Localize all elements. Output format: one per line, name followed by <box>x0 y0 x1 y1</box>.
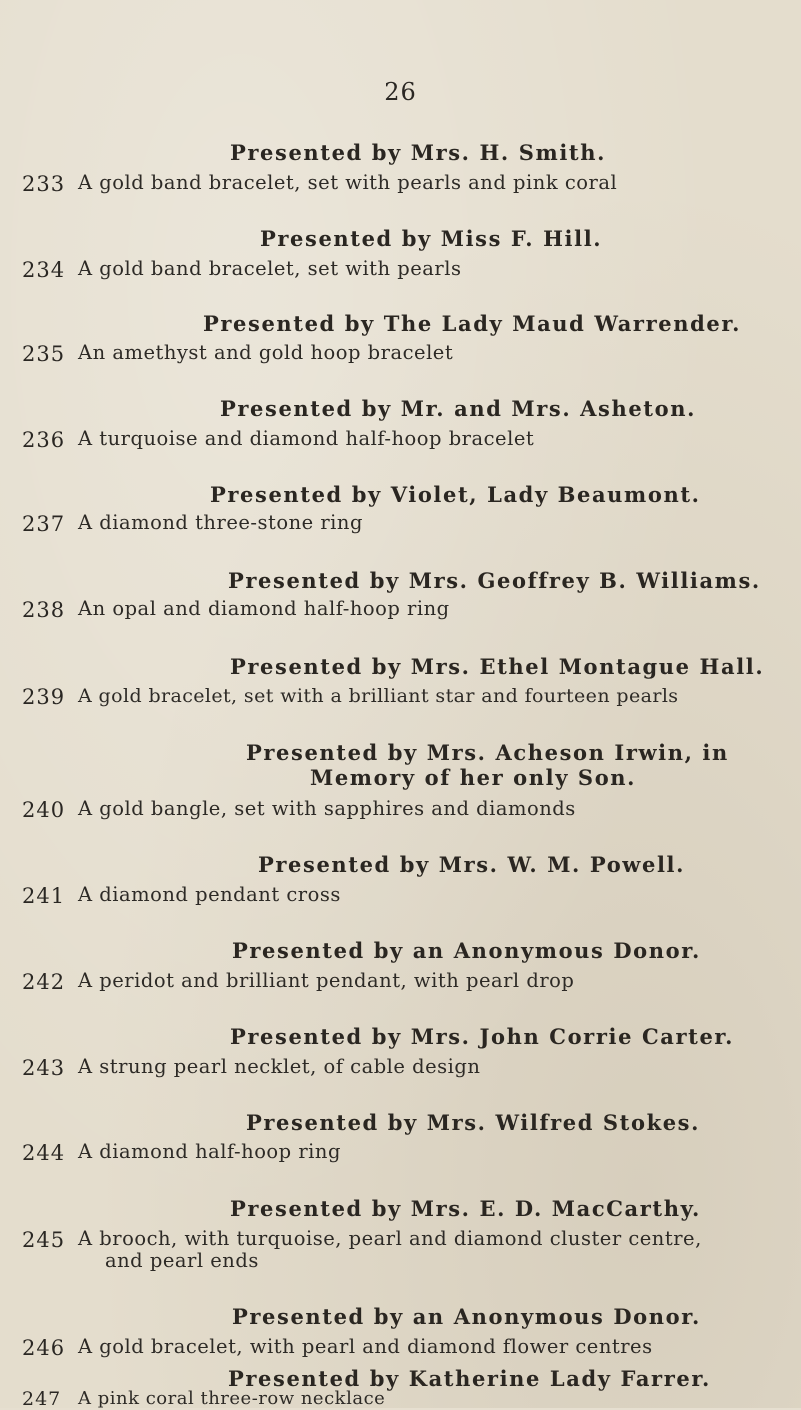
donor-line: Memory of her only Son. <box>310 765 637 790</box>
lot-number: 234 <box>22 258 66 282</box>
description-line: and pearl ends <box>105 1249 259 1272</box>
lot-description: A gold band bracelet, set with pearls <box>78 257 462 280</box>
lot-description: A turquoise and diamond half-hoop bracelet <box>78 427 535 450</box>
lot-description: A diamond three-stone ring <box>78 511 363 534</box>
donor-line: Presented by Mrs. Wilfred Stokes. <box>246 1110 701 1135</box>
lot-description: A gold band bracelet, set with pearls and pink coral <box>78 171 618 194</box>
lot-number: 239 <box>22 685 66 709</box>
donor-line: Presented by Mrs. Acheson Irwin, in <box>246 740 729 765</box>
lot-number: 243 <box>22 1056 66 1080</box>
lot-number: 235 <box>22 342 66 366</box>
lot-number: 245 <box>22 1228 66 1252</box>
lot-description: An opal and diamond half-hoop ring <box>78 597 450 620</box>
donor-line: Presented by Violet, Lady Beaumont. <box>210 482 701 507</box>
description-line: A brooch, with turquoise, pearl and diamond cluster centre, <box>78 1227 702 1250</box>
donor-line: Presented by Katherine Lady Farrer. <box>228 1366 711 1391</box>
donor-line: Presented by Mrs. Geoffrey B. Williams. <box>228 568 761 593</box>
donor-line: Presented by Mrs. John Corrie Carter. <box>230 1024 735 1049</box>
lot-number: 246 <box>22 1336 66 1360</box>
donor-line: Presented by Mrs. E. D. MacCarthy. <box>230 1196 701 1221</box>
lot-description: A gold bracelet, set with a brilliant star and fourteen pearls <box>78 685 679 707</box>
lot-description: A pink coral three-row necklace <box>78 1388 386 1409</box>
lot-description: A peridot and brilliant pendant, with pearl drop <box>78 969 575 992</box>
donor-line: Presented by The Lady Maud Warrender. <box>203 311 741 336</box>
lot-description <box>78 1228 788 1272</box>
lot-description: A strung pearl necklet, of cable design <box>78 1055 481 1078</box>
lot-number: 242 <box>22 970 66 994</box>
lot-number: 241 <box>22 884 66 908</box>
lot-number: 247 <box>22 1388 62 1410</box>
lot-description: An amethyst and gold hoop bracelet <box>78 341 454 364</box>
lot-number: 236 <box>22 428 66 452</box>
lot-description: A gold bangle, set with sapphires and diamonds <box>78 797 576 820</box>
lot-description: A diamond half-hoop ring <box>78 1140 341 1163</box>
donor-line: Presented by Mrs. W. M. Powell. <box>258 852 686 877</box>
donor-line: Presented by an Anonymous Donor. <box>232 1304 701 1329</box>
donor-line: Presented by Mrs. H. Smith. <box>230 140 606 165</box>
lot-description: A diamond pendant cross <box>78 883 341 906</box>
lot-number: 238 <box>22 598 66 622</box>
lot-number: 240 <box>22 798 66 822</box>
donor-line: Presented by Miss F. Hill. <box>260 226 603 251</box>
donor-line: Presented by Mrs. Ethel Montague Hall. <box>230 654 765 679</box>
donor-line: Presented by Mr. and Mrs. Asheton. <box>220 396 696 421</box>
page-number: 26 <box>384 78 417 106</box>
donor-line: Presented by an Anonymous Donor. <box>232 938 701 963</box>
lot-number: 237 <box>22 512 66 536</box>
lot-number: 244 <box>22 1141 66 1165</box>
lot-number: 233 <box>22 172 66 196</box>
lot-description: A gold bracelet, with pearl and diamond flower centres <box>78 1335 653 1358</box>
